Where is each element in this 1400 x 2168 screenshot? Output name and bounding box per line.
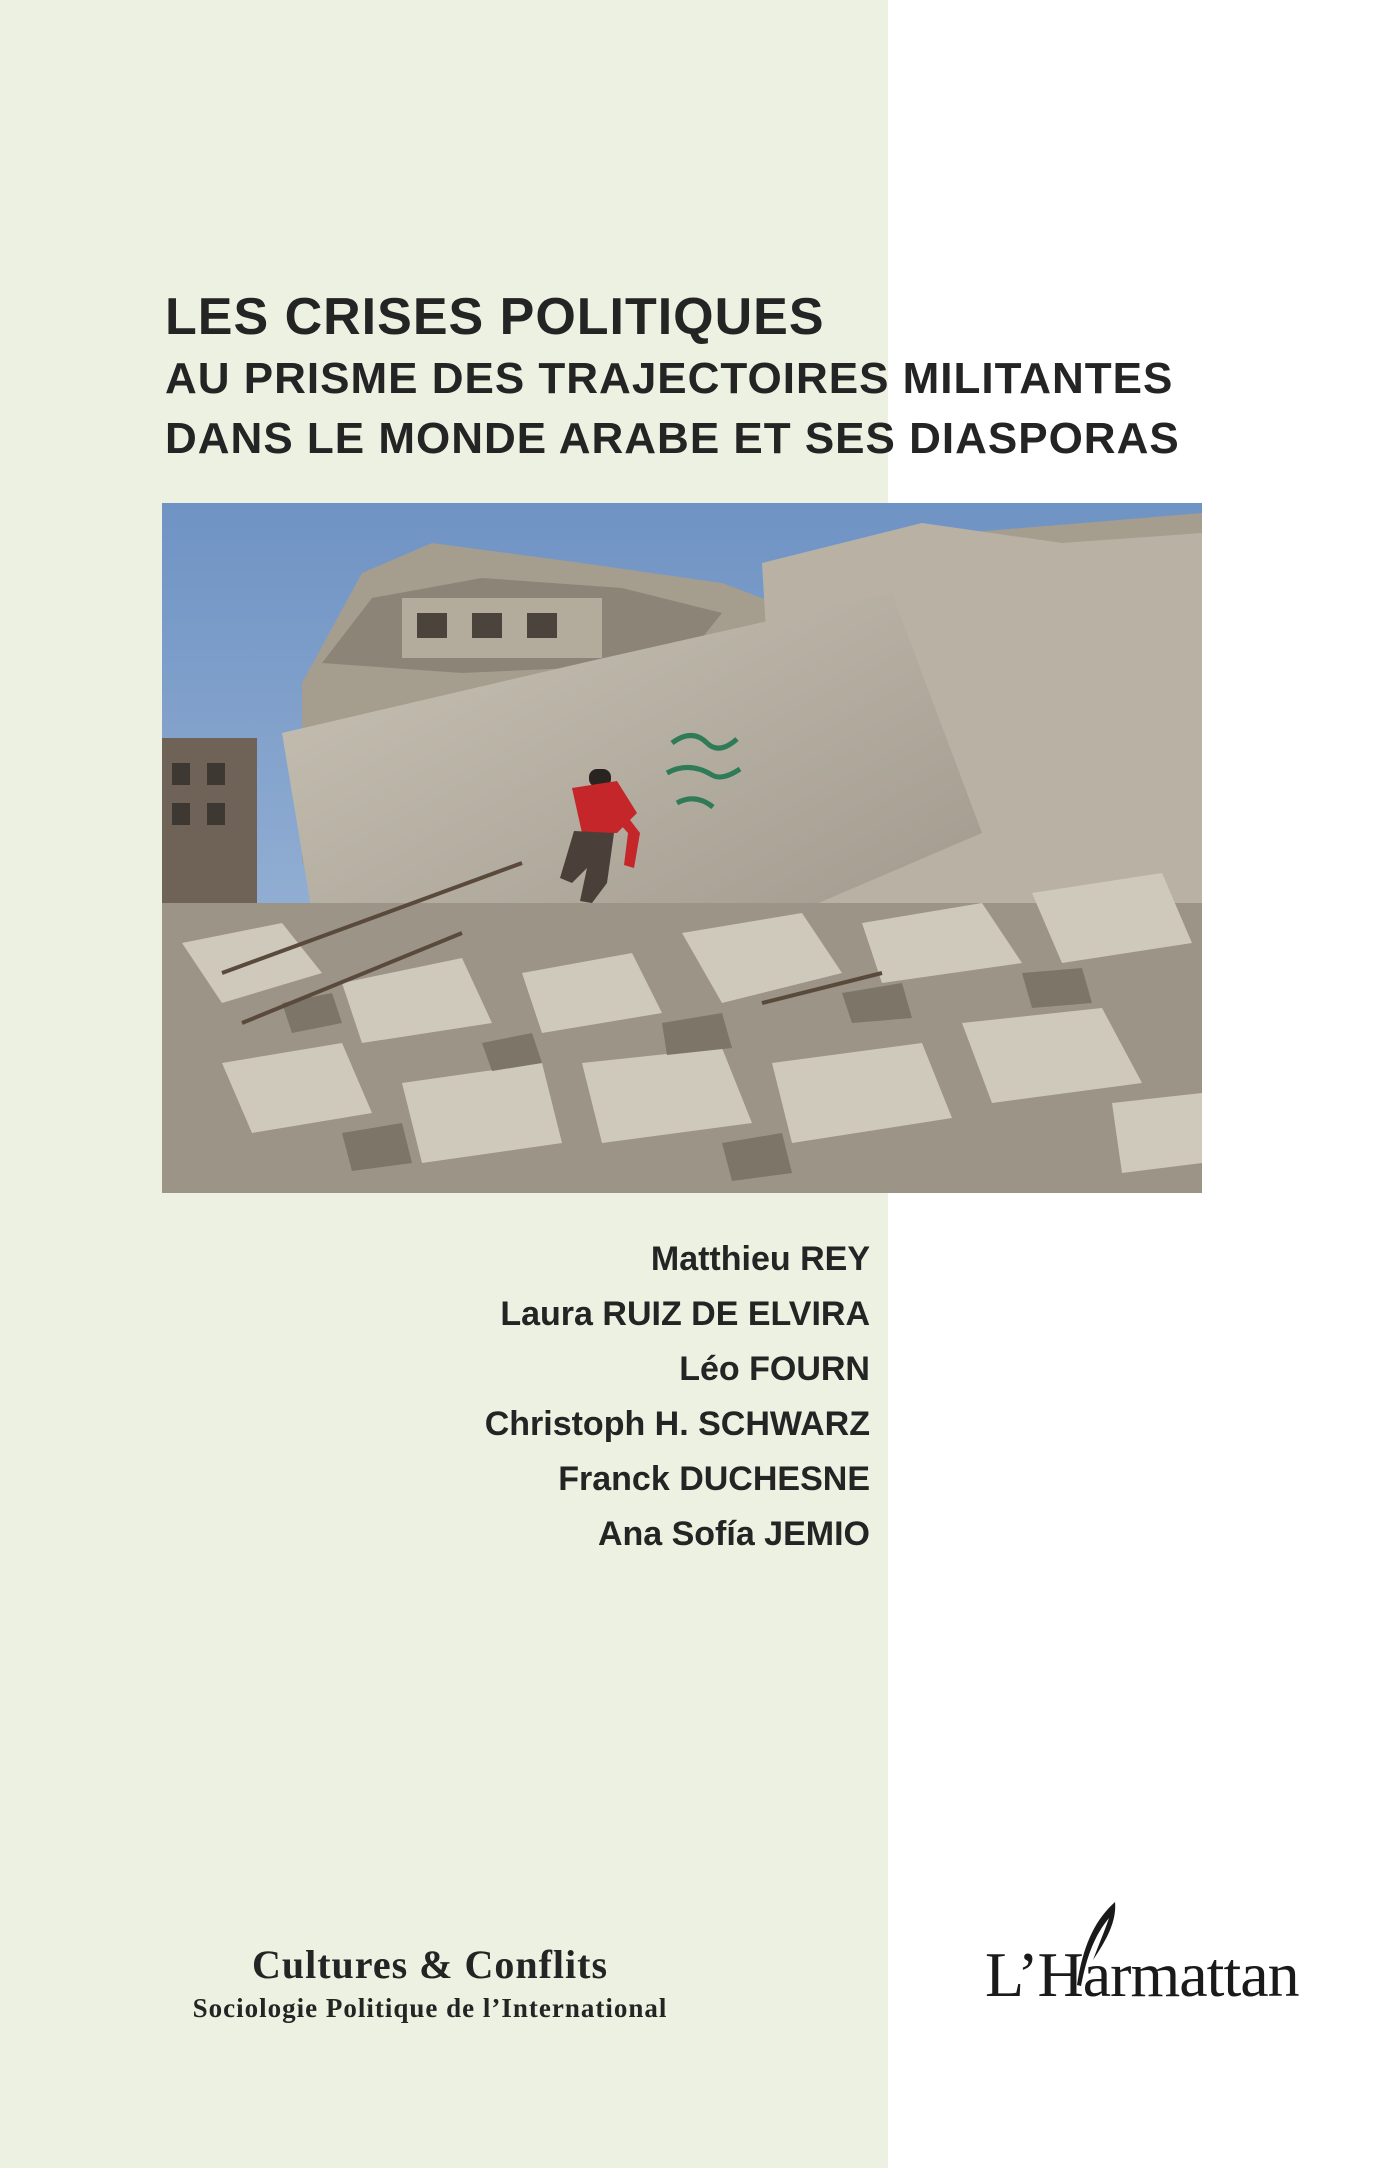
author-name: Christoph H. SCHWARZ (484, 1405, 870, 1443)
title-main: LES CRISES POLITIQUES (165, 288, 825, 346)
rubble-photo-illustration (162, 503, 1202, 1193)
author-name: Léo FOURN (679, 1350, 870, 1388)
author-list (300, 1232, 870, 1562)
author-name: Matthieu REY (650, 1240, 870, 1278)
publisher-logo (985, 1900, 1299, 2010)
author-name: Laura RUIZ DE ELVIRA (500, 1295, 870, 1333)
title-sub-line-1: AU PRISME DES TRAJECTOIRES MILITANTES (165, 354, 1174, 403)
publisher-name: L’Harmattan (985, 1939, 1299, 2010)
cover-photo (162, 503, 1202, 1193)
author-name: Franck DUCHESNE (558, 1460, 870, 1498)
series-subtitle: Sociologie Politique de l’International (192, 1993, 668, 2023)
author-name: Ana Sofía JEMIO (597, 1515, 870, 1553)
book-title (165, 285, 1315, 469)
series-block (150, 1940, 710, 2026)
series-name: Cultures & Conflits (251, 1942, 609, 1987)
title-sub-line-2: DANS LE MONDE ARABE ET SES DIASPORAS (165, 414, 1180, 463)
